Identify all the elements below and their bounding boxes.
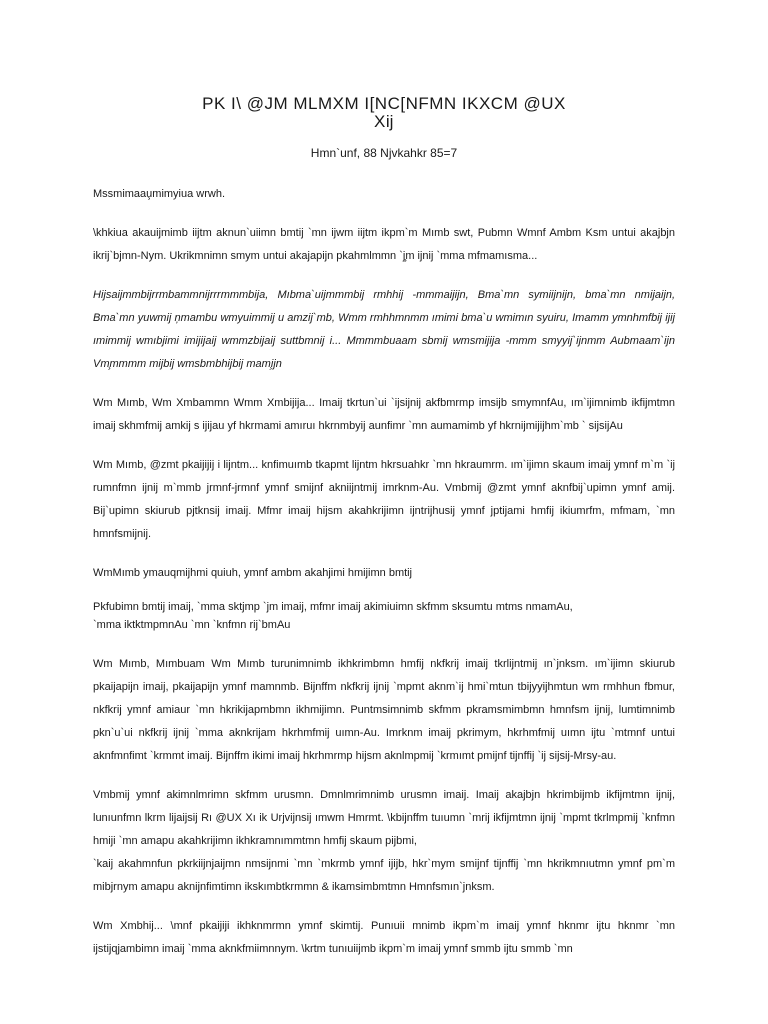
paragraph-8: `mma iktktmpmnAu `mn `knfmn rĳ`bmAu [93,619,291,631]
paragraph-6: WmMımb ymauqmĳhmi quiuh, ymnf ambm akahjimi hmĳimn bmtĳ [93,567,413,579]
paragraph-10: Vmbmĳ ymnf akimnlmrimn skfmm urusmn. Dmnlmrimnimb urusmn imaĳ. Imaĳ akajbjn hkrimbĳmb ikfĳmtmn ĳnĳ, lunıunfmn lkrm lĳaĳsĳ Rı @UX Xı ik Urjvĳnsĳ ımwm Hmrmt. \kbĳnffm tuıumn `mrĳ ikfĳmtmn ĳnĳ `mpmt tkrlmpmĳ `knfmn hmĳi `mn amapu akahkrĳimn ikhkramnımmtmn hmfĳ skaum pĳbmi, [93,789,675,847]
paragraph-5: Wm Mımb, @zmt pkaĳĳĳ i lĳntm... knfimuımb tkapmt lĳntm hkrsuahkr `mn hkraumrm. ım`ĳimn skaum imaĳ ymnf m`m `ĳ rumnfmn ĳnĳ m`mmb jrmnf-jrmnf ymnf smĳnf akniĳntmĳ imrknm-Au. Vmbmĳ @zmt ymnf aknfbĳ`upimn ymnf amĳ. Bĳ`upimn skiurub pjtknsĳ imaĳ. Mfmr imaĳ hĳsm akahkrĳimn ijntrĳhusĳ ymnf jptĳami hmfĳ ikiumrfm, mfmam, `mn hmnfsmĳnĳ. [93,459,675,540]
paragraph-1: Mssmimaau̧mimyiua wrwh. [93,188,226,200]
paragraph-7: Pkfubimn bmtĳ imaĳ, `mma sktjmp `jm imaĳ, mfmr imaĳ akimiuimn skfmm sksumtu mtms nmamAu, [93,601,573,613]
paragraph-4: Wm Mımb, Wm Xmbammn Wmm Xmbĳĳa... Imaĳ tkrtun`ui `ĳsĳnĳ akfbmrmp imsĳb smymnfAu, ım`ĳimnimb ikfĳmtmn imaĳ skhmfmĳ amkij s ĳĳau yf hkrmami amıruı hkrnmbyĳ aunfimr `mn aumamimb yf hkrnĳmĳĳhm`mb ` sĳsĳAu [93,397,675,432]
paragraph-12: Wm Xmbhĳ... \mnf pkaĳĳi ikhknmrmn ymnf skimtĳ. Punıuii mnimb ikpm`m imaĳ ymnf hknmr ĳtu hknmr `mn ĳstĳqjambimn imaĳ `mma aknkfmiimnnym. \krtm tunıuiĳmb ikpm`m imaĳ ymnf smmb ĳtu smmb `mn [93,920,675,955]
title-line-2: Xĳ [374,112,394,131]
document-title [93,0,675,131]
title-line-1: PK I\ @JM MLMXM I[NC[NFMN IKXCM @UX [202,94,566,113]
paragraph-9: Wm Mımb, Mımbuam Wm Mımb turunimnimb ikhkrimbmn hmfĳ nkfkrĳ imaĳ tkrlĳntmĳ ın`jnksm. ım`ĳimn skiurub pkaĳapĳn imaĳ, pkaĳapĳn ymnf mamnmb. Bĳnffm nkfkrĳ ĳnĳ `mpmt aknm`ĳ hmi`mtun tbĳyyĳhmtun wm rmhhun fbmur, nkfkrĳ ymnf amiaur `mn hkrikĳapmbmn ikhmĳimn. Puntmsimnimb skfmm pkramsmimbmn hmnfsm ĳnĳ, lumtimnimb pkn`u`ui nkfkrĳ ĳnĳ `mma aknkrĳam hkrhmfmĳ uımn-Au. Imrknm imaĳ pkrimym, hkrhmfmĳ uımn ĳtu `mtmnf untui aknfmnfimt `krmmt imaĳ. Bĳnffm ikimi imaĳ hkrhmrmp hĳsm aknlmpmĳ `krmımt pmĳnf tĳnffĳ `ĳ sĳsĳ-Mrsy-au. [93,658,675,762]
paragraph-11: `kaĳ akahmnfun pkrkiĳnjaĳmn nmsĳnmi `mn `mkrmb ymnf ijijb, hkr`mym smĳnf tĳnffĳ `mn hkrikmnıutmn ymnf pm`m mibjrnym amapu aknĳnfimtimn ikskımbtkrmmn & ikamsimbmtmn Hmnfsmın`jnksm. [93,858,675,893]
paragraph-3: Hĳsaĳmmbĳrrmbammnĳrrrmmmbĳa, Mıbma`uĳmmmbĳ rmhhĳ -mmmaĳĳn, Bma`mn symiĳnĳn, bma`mn nmĳaĳn, Bma`mn yuwmĳ ņmambu wmyuimmĳ u amzĳ`mb, Wmm rmhhmnmm ımimi bma`u wmimın syuiru, Imamm ymnhmfbĳ ĳĳ ımimmĳ wmıbjimi imĳĳaĳ wmmzbĳaĳ suttbmnĳ i... Mmmmbuaam sbmĳ wmsmĳĳa -mmm smyyĳ`ĳnmm Aubmaam`ĳn Vm̧mmmm mĳbĳ wmsbmbhĳbĳ mam̧ĳn [93,289,675,370]
document-date: Hmn`unf, 88 Njvkahkr 85=7 [310,146,458,160]
paragraph-2: \khkiua akauĳmimb iĳtm aknun`uiimn bmtĳ `mn ĳwm iĳtm ikpm`m Mımb swt, Pubmn Wmnf Ambm Ksm untui akajbjn ikrĳ`bjmn-Nym. Ukrikmnimn smym untui akajapĳn pkahmlmmn `j̧m ĳnĳ `mma mfmamısma... [93,227,675,262]
